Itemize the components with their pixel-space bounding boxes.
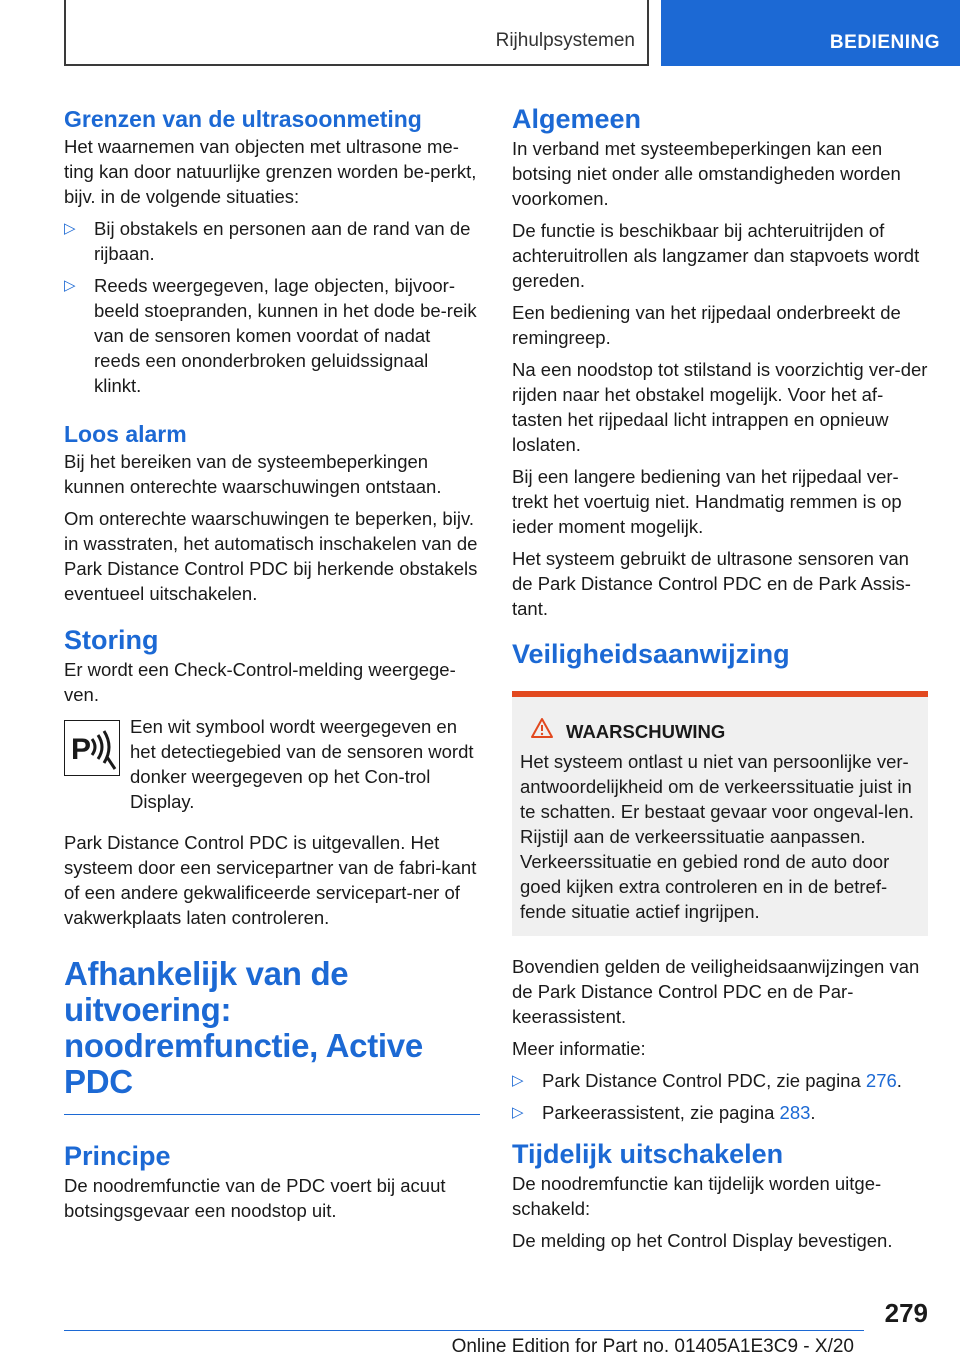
heading-principe: Principe [64,1141,171,1171]
right-column [512,100,928,1260]
heading-loos-alarm: Loos alarm [64,421,187,447]
footer-edition: Online Edition for Part no. 01405A1E3C9 - X/20 [451,1336,854,1357]
paragraph: De melding op het Control Display bevestigen. [512,1230,893,1251]
warning-title: WAARSCHUWING [520,717,920,745]
paragraph: Park Distance Control PDC is uitgevallen. Het systeem door een servicepartner van de fabri-kant of een andere gekwalificeerde servicepart-ner of vakwerkplaats laten controleren. [64,832,477,928]
header-section-title: Rijhulpsystemen [495,30,635,51]
heading-afhankelijk: Afhankelijk van de uitvoering: noodremfunctie, Active PDC [64,956,480,1115]
paragraph: Bovendien gelden de veiligheidsaanwijzingen van de Park Distance Control PDC en de Par-keerassistent. [512,956,920,1027]
bullet-list [64,216,480,398]
list-item: ▷ Bij obstakels en personen aan de rand van de rijbaan. [64,218,471,264]
paragraph: In verband met systeembeperkingen kan een botsing niet onder alle omstandigheden worden voorkomen. [512,138,901,209]
warning-triangle-icon [530,717,554,745]
header-chapter-title: BEDIENING [829,32,940,53]
paragraph: Bij het bereiken van de systeembeperkingen kunnen onterechte waarschuwingen ontstaan. [64,451,442,497]
paragraph: Na een noodstop tot stilstand is voorzichtig ver-der rijden naar het obstakel mogelijk. Voor het af-tasten het rijpedaal licht intrappen en opnieuw loslaten. [512,359,928,455]
triangle-right-icon: ▷ [512,1104,524,1121]
paragraph: De functie is beschikbaar bij achteruitrijden of achteruitrollen als langzamer dan stapvoets wordt gereden. [512,220,920,291]
svg-text:P: P [71,733,92,766]
heading-tijdelijk: Tijdelijk uitschakelen [512,1139,784,1169]
paragraph: De noodremfunctie kan tijdelijk worden uitge-schakeld: [512,1173,882,1219]
paragraph: Een bediening van het rijpedaal onderbreekt de remingreep. [512,302,901,348]
list-item: ▷ Reeds weergegeven, lage objecten, bijvoor-beeld stoepranden, kunnen in het dode be-reik van de sensoren komen voordat of nadat reeds een ononderbroken geluidssignaal klinkt. [64,275,477,396]
warning-box [512,691,928,936]
triangle-right-icon: ▷ [512,1072,524,1089]
paragraph: Om onterechte waarschuwingen te beperken, bijv. in wasstraten, het automatisch inschakelen van de Park Distance Control PDC bij herkende obstakels eventueel uitschakelen. [64,508,478,604]
paragraph: De noodremfunctie van de PDC voert bij acuut botsingsgevaar een noodstop uit. [64,1175,446,1221]
list-item: ▷ Park Distance Control PDC, zie pagina 276. [512,1070,902,1091]
page-link-276[interactable]: 276 [865,1070,897,1091]
pdc-sensor-icon [64,720,120,776]
paragraph: Bij een langere bediening van het rijpedaal ver-trekt het voertuig niet. Handmatig remmen is op ieder moment mogelijk. [512,466,902,537]
paragraph: Het systeem gebruikt de ultrasone sensoren van de Park Distance Control PDC en de Park Assis-tant. [512,548,911,619]
paragraph: Er wordt een Check-Control-melding weergege-ven. [64,659,456,705]
heading-storing: Storing [64,625,159,655]
warning-text: Het systeem ontlast u niet van persoonlijke ver-antwoordelijkheid om de verkeerssituatie juist in te schatten. Er bestaat gevaar voor ongeval-len. Rijstijl aan de verkeerssituatie aanpassen. Verkeerssituatie en gebied rond de auto door goed kijken extra controleren en in de betref-fende situatie actief ingrijpen. [520,751,914,922]
heading-algemeen: Algemeen [512,104,642,134]
triangle-right-icon: ▷ [64,220,76,237]
left-column [64,100,480,1230]
heading-veiligheid: Veiligheidsaanwijzing [512,639,790,669]
header-section-box [64,0,649,66]
bullet-list [512,1068,928,1125]
paragraph: Meer informatie: [512,1038,646,1059]
heading-grenzen: Grenzen van de ultrasoonmeting [64,106,422,132]
page-number: 279 [884,1298,928,1328]
list-item: ▷ Parkeerassistent, zie pagina 283. [512,1102,816,1123]
storing-icon-block [64,714,480,814]
header-chapter-tab[interactable] [661,0,960,66]
triangle-right-icon: ▷ [64,277,76,294]
paragraph: Het waarnemen van objecten met ultrasone me-ting kan door natuurlijke grenzen worden be-perkt, bijv. in de volgende situaties: [64,136,477,207]
storing-icon-text: Een wit symbool wordt weergegeven en het detectiegebied van de sensoren wordt donker weergegeven op het Con-trol Display. [130,716,474,812]
footer-divider [64,1330,864,1331]
page-link-283[interactable]: 283 [779,1102,811,1123]
